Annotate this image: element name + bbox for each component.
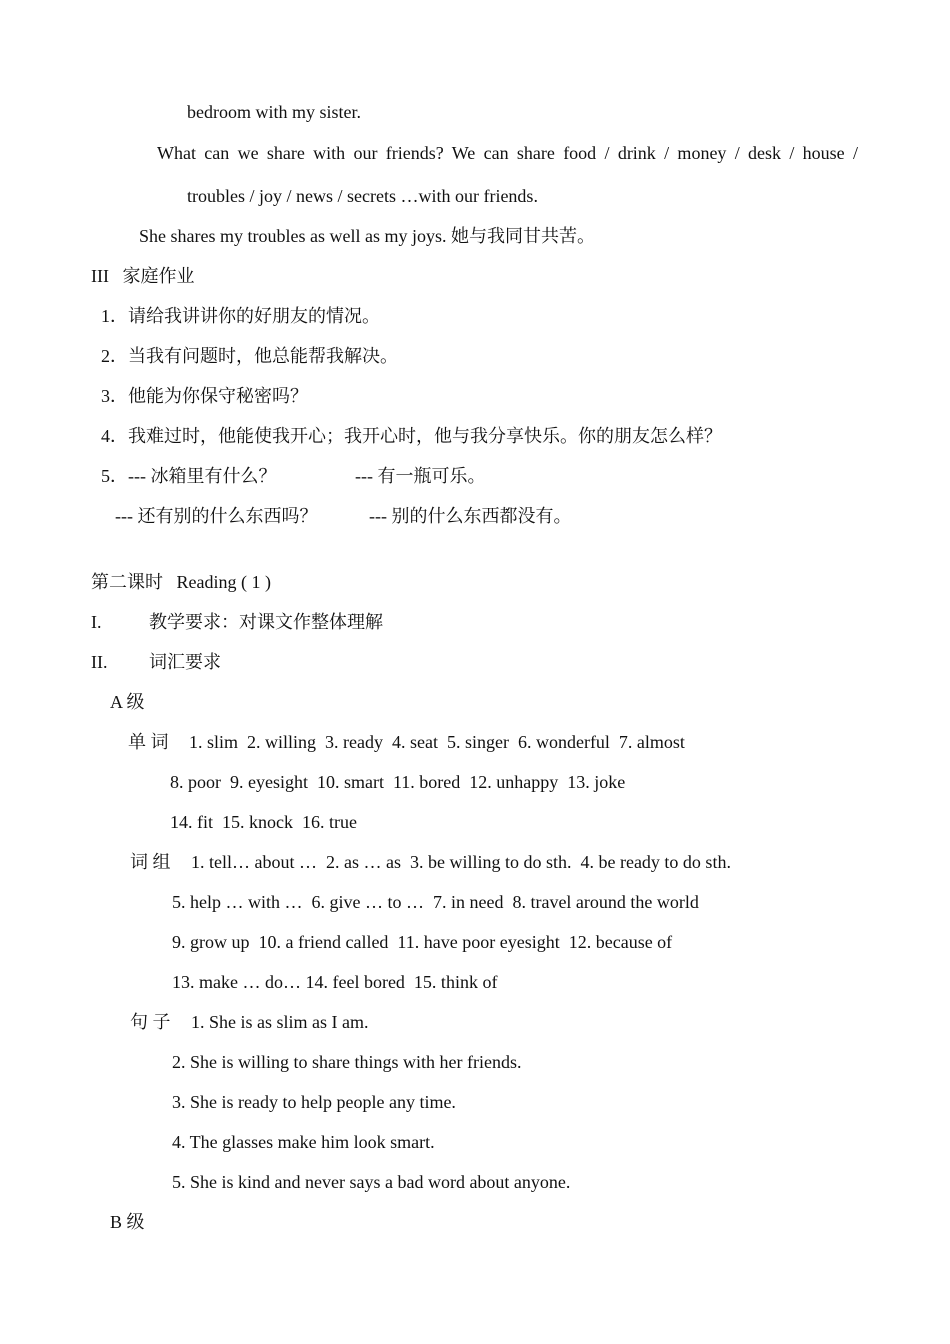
vocab-line: 14. fit 15. knock 16. true [170,812,357,832]
lesson-title: 第二课时 Reading ( 1 ) [91,572,271,592]
text-line: troubles / joy / news / secrets …with our friends. [187,186,538,206]
words-label: 单 词 [128,732,169,752]
list-item: 1．请给我讲讲你的好朋友的情况。 [101,306,380,326]
level-label: B 级 [110,1212,145,1232]
section-number: I. [91,612,102,632]
list-item: --- 还有别的什么东西吗？ [115,506,318,526]
phrase-line: 5. help … with … 6. give … to … 7. in need 8. travel around the world [172,892,699,912]
list-item: 4．我难过时，他能使我开心；我开心时，他与我分享快乐。你的朋友怎么样？ [101,426,722,446]
section-number: II. [91,652,108,672]
phrase-line: 1. tell… about … 2. as … as 3. be willing to do sth. 4. be ready to do sth. [191,852,731,872]
sentence-line: 3. She is ready to help people any time. [172,1092,456,1112]
list-item: 5．--- 冰箱里有什么？ [101,466,277,486]
sentence-line: 2. She is willing to share things with her friends. [172,1052,522,1072]
phrase-line: 13. make … do… 14. feel bored 15. think of [172,972,498,992]
section-heading: 词汇要求 [149,652,221,672]
sentence-line: 4. The glasses make him look smart. [172,1132,435,1152]
list-item-answer: --- 别的什么东西都没有。 [369,506,572,526]
text-line: What can we share with our friends? We can share food / drink / money / desk / house / [157,143,858,163]
text-line: She shares my troubles as well as my joys. 她与我同甘共苦。 [139,226,595,246]
sentence-line: 5. She is kind and never says a bad word about anyone. [172,1172,571,1192]
level-label: A 级 [110,692,145,712]
section-heading: 教学要求：对课文作整体理解 [149,612,383,632]
list-item-answer: --- 有一瓶可乐。 [355,466,486,486]
sentences-label: 句 子 [130,1012,171,1032]
sentence-line: 1. She is as slim as I am. [191,1012,369,1032]
phrase-line: 9. grow up 10. a friend called 11. have poor eyesight 12. because of [172,932,673,952]
section-heading: III 家庭作业 [91,266,195,286]
text-line: bedroom with my sister. [187,102,361,122]
list-item: 2．当我有问题时，他总能帮我解决。 [101,346,398,366]
phrases-label: 词 组 [130,852,171,872]
vocab-line: 1. slim 2. willing 3. ready 4. seat 5. singer 6. wonderful 7. almost [189,732,685,752]
list-item: 3．他能为你保守秘密吗？ [101,386,308,406]
vocab-line: 8. poor 9. eyesight 10. smart 11. bored 12. unhappy 13. joke [170,772,626,792]
